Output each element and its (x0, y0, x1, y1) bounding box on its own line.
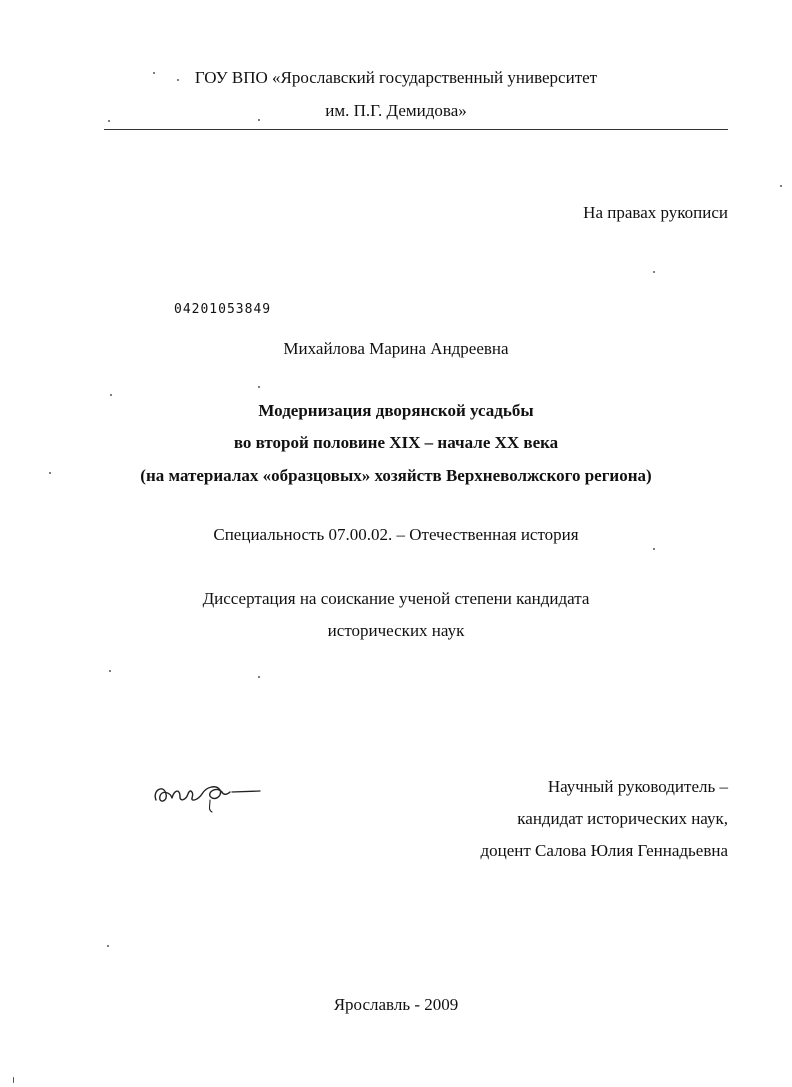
title-line-1: Модернизация дворянской усадьбы (258, 401, 534, 420)
scan-speck (109, 670, 111, 672)
degree-line-1: Диссертация на соискание ученой степени кандидата (202, 589, 590, 608)
scan-speck (110, 394, 112, 396)
scan-speck (49, 472, 51, 474)
advisor-line-3: доцент Салова Юлия Геннадьевна (480, 841, 728, 860)
title-line-3: (на материалах «образцовых» хозяйств Верхневолжского региона) (140, 466, 652, 485)
signature-icon (150, 770, 265, 815)
scan-speck (107, 945, 109, 947)
author-name: Михайлова Марина Андреевна (283, 339, 509, 358)
scan-speck (653, 271, 655, 273)
specialty: Специальность 07.00.02. – Отечественная история (213, 525, 579, 544)
header-rule (104, 129, 728, 130)
degree-line-2: исторических наук (327, 621, 465, 640)
scan-speck (108, 120, 110, 122)
institution-line-2: им. П.Г. Демидова» (325, 101, 467, 120)
title-line-2: во второй половине XIX – начале XX века (233, 433, 559, 452)
scan-speck (258, 386, 260, 388)
advisor-line-1: Научный руководитель – (547, 777, 728, 796)
institution-line-1: ГОУ ВПО «Ярославский государственный университет (194, 68, 598, 87)
scan-speck (153, 72, 155, 74)
advisor-line-2: кандидат исторических наук, (517, 809, 728, 828)
scan-speck (258, 119, 260, 121)
rights-note: На правах рукописи (583, 203, 728, 222)
scan-speck (177, 79, 179, 81)
document-number-stamp: 04201053849 (174, 302, 272, 317)
city-year: Ярославль - 2009 (333, 995, 459, 1014)
scan-speck (258, 676, 260, 678)
scan-speck (13, 1077, 14, 1083)
scan-speck (653, 548, 655, 550)
scan-speck (780, 185, 782, 187)
